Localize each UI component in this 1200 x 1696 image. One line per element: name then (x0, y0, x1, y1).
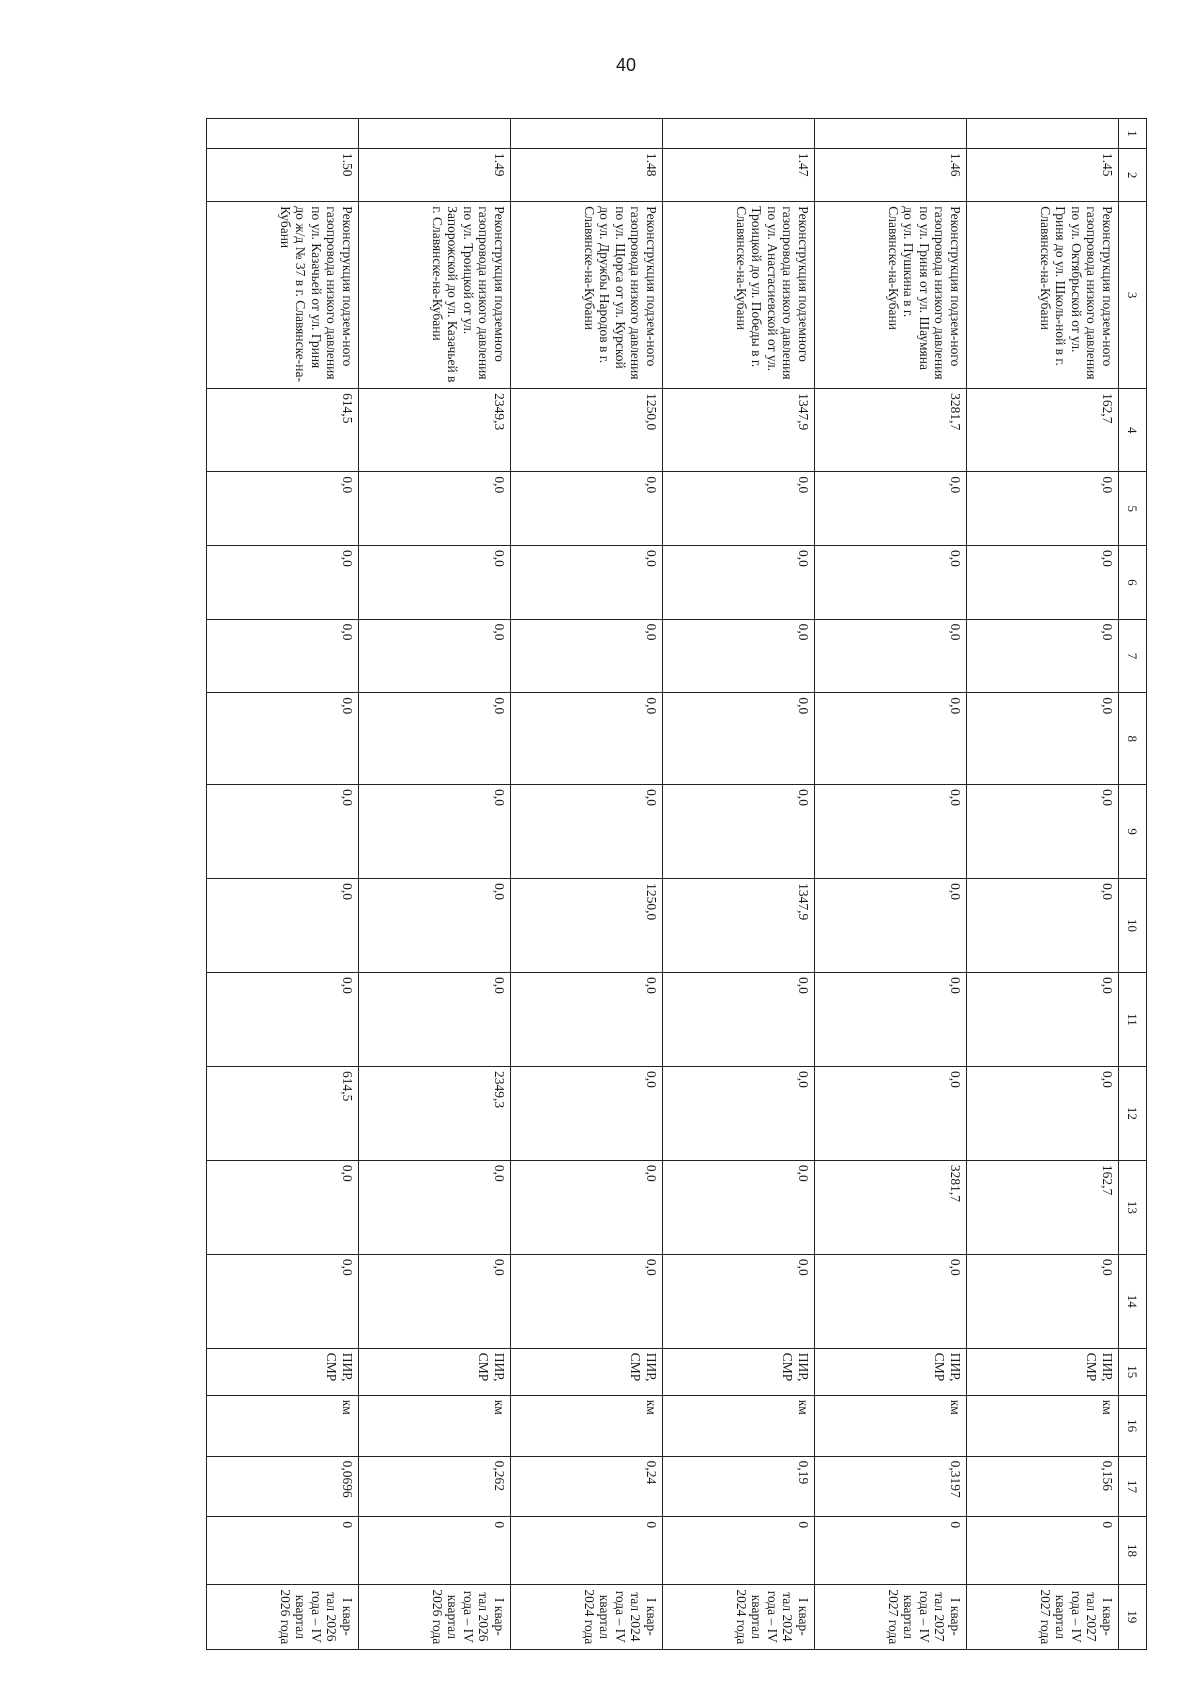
cell-c4: 1250,0 (511, 389, 663, 472)
cell-c10: 0,0 (967, 879, 1119, 973)
empty-cell (511, 119, 663, 149)
cell-c11: 0,0 (359, 973, 511, 1067)
cell-c17: 0,0696 (207, 1456, 359, 1517)
cell-c4: 614,5 (207, 389, 359, 472)
cell-c10: 1347,9 (663, 879, 815, 973)
row-number: 1.50 (207, 148, 359, 201)
cell-c9: 0,0 (207, 785, 359, 879)
cell-c11: 0,0 (815, 973, 967, 1067)
cell-c9: 0,0 (663, 785, 815, 879)
cell-c18: 0 (815, 1517, 967, 1584)
header-cell: 1 (1119, 119, 1147, 149)
cell-c13: 0,0 (207, 1160, 359, 1254)
table-row (967, 119, 1119, 1650)
row-number: 1.45 (967, 148, 1119, 201)
cell-c4: 3281,7 (815, 389, 967, 472)
header-cell: 4 (1119, 389, 1147, 472)
cell-c14: 0,0 (663, 1254, 815, 1348)
cell-c5: 0,0 (207, 472, 359, 546)
cell-c12: 0,0 (967, 1066, 1119, 1160)
cell-c14: 0,0 (359, 1254, 511, 1348)
cell-c12: 0,0 (815, 1066, 967, 1160)
header-cell: 14 (1119, 1254, 1147, 1348)
cell-c8: 0,0 (663, 693, 815, 785)
cell-c17: 0,24 (511, 1456, 663, 1517)
empty-cell (359, 119, 511, 149)
header-cell: 17 (1119, 1456, 1147, 1517)
cell-c14: 0,0 (207, 1254, 359, 1348)
project-name: Реконструкция подзем-ного газопровода низкого давления по ул. Казачьей от ул. Гриня до ж/д № 37 в г. Славянске-на-Кубани (207, 202, 359, 389)
cell-c8: 0,0 (207, 693, 359, 785)
table-row (815, 119, 967, 1650)
project-name: Реконструкция подземного газопровода низкого давления по ул. Троицкой от ул. Запорожской до ул. Казачьей в г. Славянске-на-Кубани (359, 202, 511, 389)
cell-c16: км (663, 1395, 815, 1456)
header-cell: 13 (1119, 1160, 1147, 1254)
cell-term: I квар-тал 2027 года – IV квартал 2027 года (967, 1584, 1119, 1649)
cell-c5: 0,0 (967, 472, 1119, 546)
table-row (207, 119, 359, 1650)
header-cell: 15 (1119, 1348, 1147, 1395)
cell-c13: 3281,7 (815, 1160, 967, 1254)
header-cell: 6 (1119, 546, 1147, 620)
header-cell: 8 (1119, 693, 1147, 785)
cell-term: I квар-тал 2024 года – IV квартал 2024 года (511, 1584, 663, 1649)
cell-c14: 0,0 (967, 1254, 1119, 1348)
cell-c8: 0,0 (359, 693, 511, 785)
cell-c4: 162,7 (967, 389, 1119, 472)
cell-term: I квар-тал 2026 года – IV квартал 2026 года (359, 1584, 511, 1649)
cell-c11: 0,0 (663, 973, 815, 1067)
cell-c16: км (967, 1395, 1119, 1456)
row-number: 1.47 (663, 148, 815, 201)
cell-c18: 0 (511, 1517, 663, 1584)
cell-c11: 0,0 (967, 973, 1119, 1067)
cell-c15: ПИР, СМР (815, 1348, 967, 1395)
cell-c8: 0,0 (967, 693, 1119, 785)
cell-c6: 0,0 (815, 546, 967, 620)
cell-c6: 0,0 (207, 546, 359, 620)
cell-c15: ПИР, СМР (359, 1348, 511, 1395)
cell-c7: 0,0 (967, 619, 1119, 693)
cell-c10: 0,0 (207, 879, 359, 973)
cell-c17: 0,19 (663, 1456, 815, 1517)
cell-c15: ПИР, СМР (207, 1348, 359, 1395)
cell-c11: 0,0 (207, 973, 359, 1067)
cell-c7: 0,0 (663, 619, 815, 693)
cell-c10: 1250,0 (511, 879, 663, 973)
header-cell: 18 (1119, 1517, 1147, 1584)
cell-c15: ПИР, СМР (663, 1348, 815, 1395)
header-cell: 9 (1119, 785, 1147, 879)
cell-c12: 2349,3 (359, 1066, 511, 1160)
cell-c5: 0,0 (511, 472, 663, 546)
empty-cell (815, 119, 967, 149)
column-number-row (1119, 119, 1147, 1650)
header-cell: 5 (1119, 472, 1147, 546)
table-row (511, 119, 663, 1650)
project-name: Реконструкция подземного газопровода низкого давления по ул. Анастасиевской от ул. Троицкой до ул. Победы в г. Славянске-на-Кубани (663, 202, 815, 389)
header-cell: 11 (1119, 973, 1147, 1067)
cell-c13: 0,0 (359, 1160, 511, 1254)
empty-cell (207, 119, 359, 149)
cell-c10: 0,0 (815, 879, 967, 973)
investment-program-table (206, 118, 1147, 1650)
cell-term: I квар-тал 2026 года – IV квартал 2026 года (207, 1584, 359, 1649)
cell-c6: 0,0 (511, 546, 663, 620)
cell-c8: 0,0 (511, 693, 663, 785)
cell-c6: 0,0 (663, 546, 815, 620)
cell-c16: км (207, 1395, 359, 1456)
cell-c7: 0,0 (815, 619, 967, 693)
cell-c18: 0 (359, 1517, 511, 1584)
header-cell: 19 (1119, 1584, 1147, 1649)
cell-c13: 0,0 (663, 1160, 815, 1254)
cell-c13: 0,0 (511, 1160, 663, 1254)
cell-term: I квар-тал 2027 года – IV квартал 2027 года (815, 1584, 967, 1649)
cell-c16: км (359, 1395, 511, 1456)
header-cell: 3 (1119, 202, 1147, 389)
cell-c13: 162,7 (967, 1160, 1119, 1254)
cell-c12: 614,5 (207, 1066, 359, 1160)
cell-c7: 0,0 (359, 619, 511, 693)
cell-c16: км (511, 1395, 663, 1456)
cell-c18: 0 (663, 1517, 815, 1584)
cell-c18: 0 (967, 1517, 1119, 1584)
cell-c12: 0,0 (511, 1066, 663, 1160)
project-name: Реконструкция подзем-ного газопровода низкого давления по ул. Октябрьской от ул. Гриня до ул. Школь-ной в г. Славянске-на-Кубани (967, 202, 1119, 389)
cell-c5: 0,0 (663, 472, 815, 546)
cell-c9: 0,0 (967, 785, 1119, 879)
cell-term: I квар-тал 2024 года – IV квартал 2024 года (663, 1584, 815, 1649)
row-number: 1.49 (359, 148, 511, 201)
cell-c6: 0,0 (967, 546, 1119, 620)
cell-c5: 0,0 (359, 472, 511, 546)
cell-c18: 0 (207, 1517, 359, 1584)
cell-c12: 0,0 (663, 1066, 815, 1160)
cell-c15: ПИР, СМР (967, 1348, 1119, 1395)
cell-c17: 0,3197 (815, 1456, 967, 1517)
cell-c8: 0,0 (815, 693, 967, 785)
cell-c7: 0,0 (511, 619, 663, 693)
cell-c9: 0,0 (815, 785, 967, 879)
cell-c14: 0,0 (815, 1254, 967, 1348)
cell-c6: 0,0 (359, 546, 511, 620)
page-number: 40 (615, 55, 637, 75)
table-rotated-frame (167, 118, 1147, 1650)
project-name: Реконструкция подзем-ного газопровода низкого давления по ул. Щорса от ул. Курской до ул. Дружбы Народов в г. Славянске-на-Кубани (511, 202, 663, 389)
table-row (359, 119, 511, 1650)
row-number: 1.46 (815, 148, 967, 201)
cell-c9: 0,0 (511, 785, 663, 879)
cell-c5: 0,0 (815, 472, 967, 546)
header-cell: 10 (1119, 879, 1147, 973)
cell-c10: 0,0 (359, 879, 511, 973)
cell-c11: 0,0 (511, 973, 663, 1067)
cell-c4: 1347,9 (663, 389, 815, 472)
cell-c14: 0,0 (511, 1254, 663, 1348)
cell-c4: 2349,3 (359, 389, 511, 472)
cell-c17: 0,156 (967, 1456, 1119, 1517)
cell-c17: 0,262 (359, 1456, 511, 1517)
header-cell: 7 (1119, 619, 1147, 693)
cell-c16: км (815, 1395, 967, 1456)
header-cell: 16 (1119, 1395, 1147, 1456)
cell-c7: 0,0 (207, 619, 359, 693)
cell-c9: 0,0 (359, 785, 511, 879)
header-cell: 2 (1119, 148, 1147, 201)
project-name: Реконструкция подзем-ного газопровода низкого давления по ул. Гриня от ул. Шаумяна до ул. Пушкина в г. Славянске-на-Кубани (815, 202, 967, 389)
empty-cell (663, 119, 815, 149)
row-number: 1.48 (511, 148, 663, 201)
empty-cell (967, 119, 1119, 149)
header-cell: 12 (1119, 1066, 1147, 1160)
table-row (663, 119, 815, 1650)
cell-c15: ПИР, СМР (511, 1348, 663, 1395)
